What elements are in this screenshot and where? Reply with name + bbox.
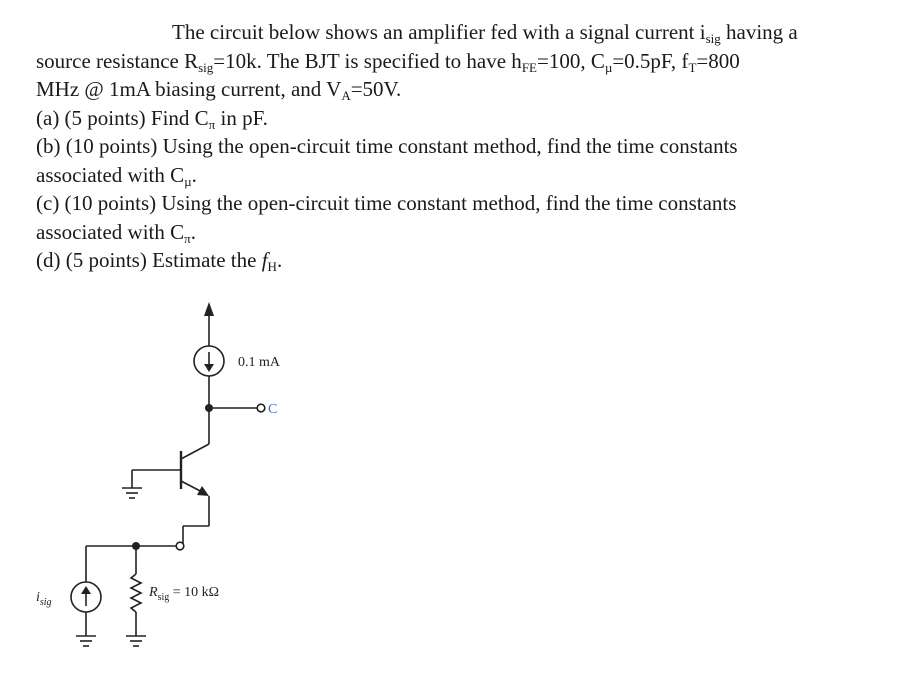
rsig-label: $R_{sig} = 10$ kΩ [149,585,220,603]
current-source-label: 0.1 mA [238,355,280,370]
signal-direction-arrow-icon [81,586,91,594]
collector-terminal-icon [257,404,265,412]
current-direction-arrow-icon [204,364,214,372]
part-c-line-1: (c) (10 points) Using the open-circuit time constant method, find the time constants [36,191,737,215]
part-b-line-2: associated with $C_\mu$. [36,162,197,189]
isig-label: $i_{sig}$ [36,590,52,608]
transistor-collector-lead [181,444,209,459]
collector-label: C [268,402,278,417]
problem-line-3: MHz @ 1mA biasing current, and $V_A=50V$. [36,77,402,103]
emitter-terminal-icon [176,542,184,550]
rsig-resistor-icon [131,574,141,612]
problem-line-1: The circuit below shows an amplifier fed with a signal current $i_{sig}$ having a [172,20,798,46]
part-a: (a) (5 points) Find $C_\pi$ in pF. [36,105,268,132]
part-b-line-1: (b) (10 points) Using the open-circuit time constant method, find the time constants [36,134,738,158]
part-d: (d) (5 points) Estimate the $f_H$. [36,248,283,274]
supply-arrow-icon [204,302,214,316]
problem-line-2: source resistance $R_{sig}=10k$. The BJT is specified to have $h_{FE}=100$, $C_\mu=0.5pF$, $f_T=800$ [36,48,740,75]
part-c-line-2: associated with $C_\pi$. [36,219,196,246]
